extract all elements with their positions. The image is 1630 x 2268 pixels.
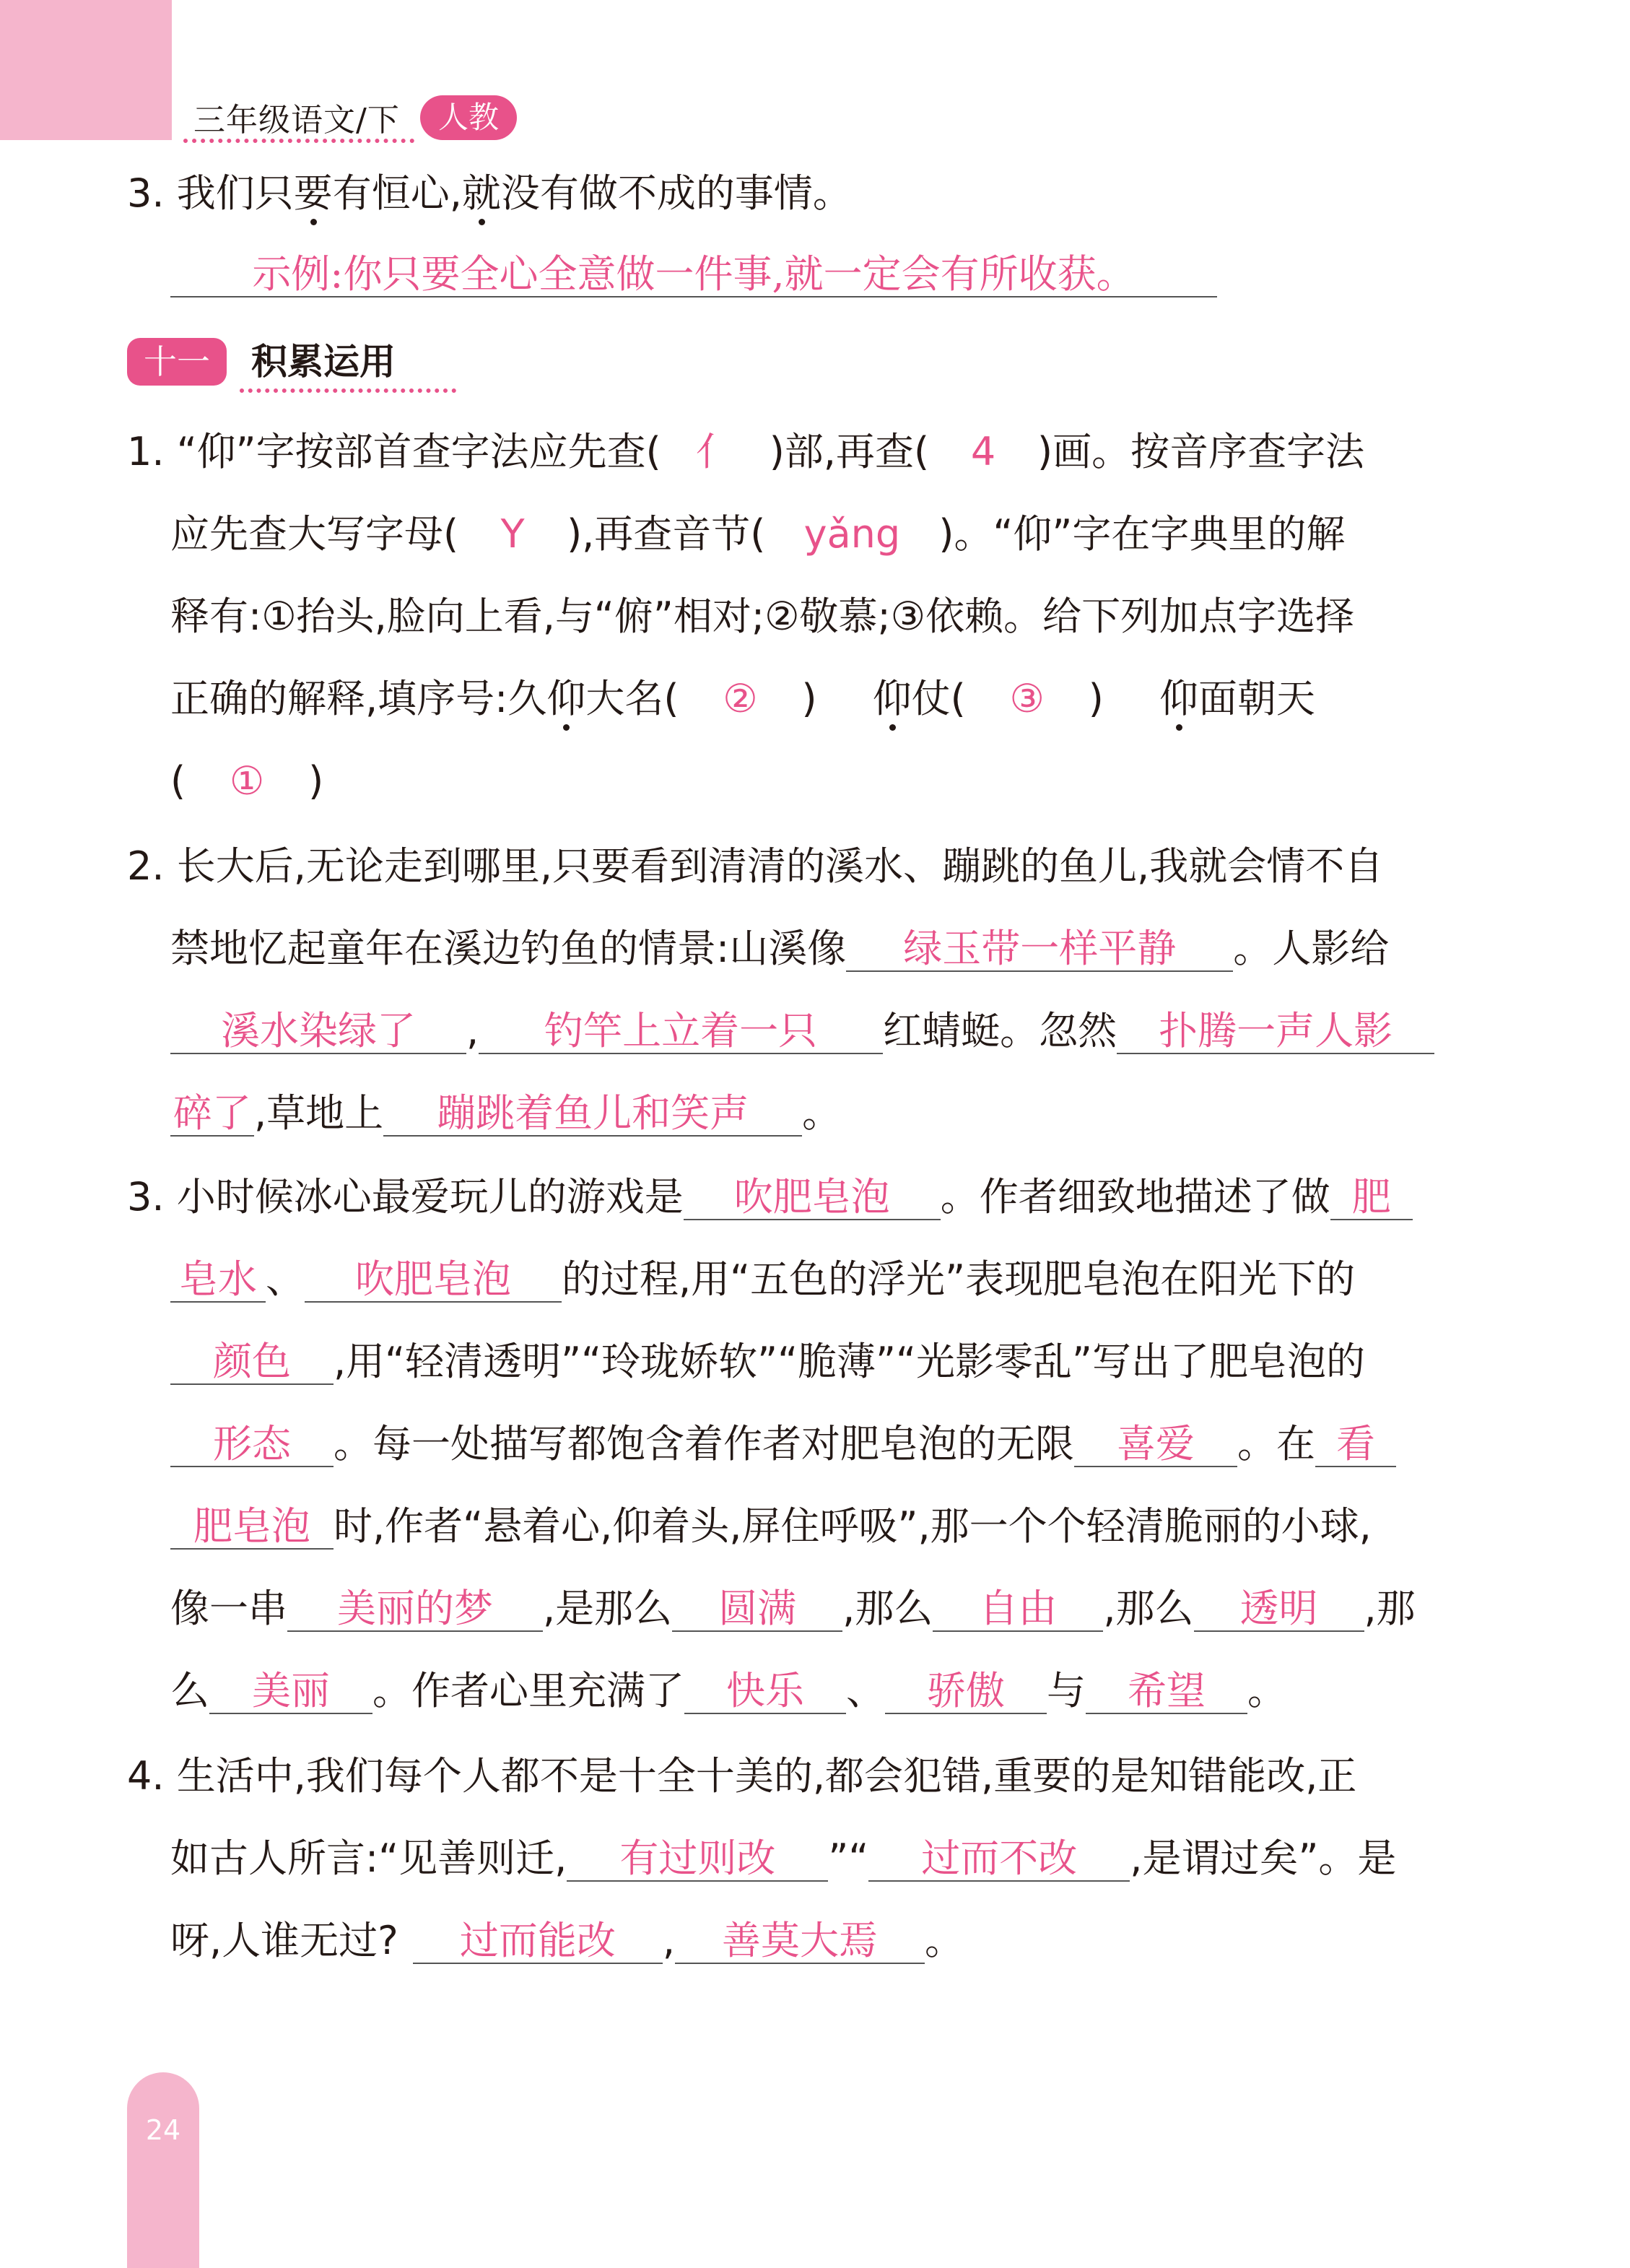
answer-blank[interactable] bbox=[1330, 1168, 1413, 1226]
answer-blank[interactable] bbox=[675, 1912, 925, 1970]
section-dotted-underline bbox=[240, 388, 456, 393]
page-number-tab bbox=[127, 2072, 199, 2268]
answer-blank[interactable] bbox=[1194, 1580, 1364, 1638]
text: 长大后,无论走到哪里,只要看到清清的溪水、蹦跳的鱼儿,我就会情不自 bbox=[176, 843, 1384, 889]
answer-text: 美丽的梦 bbox=[337, 1586, 493, 1631]
text: ) bbox=[308, 758, 324, 804]
answer-text: 示例:你只要全心全意做一件事,就一定会有所收获。 bbox=[252, 251, 1136, 297]
q1-line-4 bbox=[170, 670, 1315, 728]
answer-text: 过而能改 bbox=[459, 1918, 616, 1963]
text: ) bbox=[801, 676, 817, 721]
answer-text: 喜爱 bbox=[1117, 1421, 1195, 1467]
answer-text: 肥 bbox=[1351, 1174, 1391, 1220]
text: ,草地上 bbox=[254, 1090, 384, 1136]
page-number: 24 bbox=[145, 2114, 181, 2146]
answer-blank[interactable] bbox=[170, 1498, 334, 1555]
text: 正确的解释,填序号:久 bbox=[170, 676, 547, 721]
text: 。作者细致地描述了做 bbox=[940, 1174, 1330, 1220]
text: 、 bbox=[846, 1668, 885, 1713]
corner-tab bbox=[0, 0, 172, 140]
answer-text: 希望 bbox=[1128, 1668, 1206, 1713]
text: 小时候冰心最爱玩儿的游戏是 bbox=[176, 1174, 684, 1220]
publisher-badge: 人教 bbox=[420, 95, 517, 140]
dotted-char: 仰 bbox=[873, 670, 912, 728]
answer-blank[interactable] bbox=[684, 1168, 941, 1226]
answer-blank[interactable] bbox=[684, 1662, 846, 1720]
question-number: 1. bbox=[127, 429, 165, 474]
answer-text: 溪水染绿了 bbox=[221, 1008, 416, 1053]
answer-text: 扑腾一声人影 bbox=[1159, 1008, 1393, 1053]
text: 。 bbox=[802, 1090, 842, 1136]
answer-blank[interactable] bbox=[1086, 1662, 1247, 1720]
answer-blank[interactable] bbox=[170, 1085, 254, 1142]
text: ),再查音节( bbox=[567, 511, 766, 557]
text: “仰”字按部首查字法应先查( bbox=[176, 429, 661, 474]
text: 。 bbox=[925, 1918, 964, 1963]
answer-text: 碎了 bbox=[173, 1090, 251, 1136]
answer-text: 钓竿上立着一只 bbox=[544, 1008, 818, 1053]
answer-text: yǎng bbox=[803, 511, 901, 557]
text: 。 bbox=[1247, 1668, 1286, 1713]
dotted-char: 仰 bbox=[1159, 670, 1198, 728]
dotted-char: 就 bbox=[462, 165, 501, 222]
q1-line-1 bbox=[127, 423, 1364, 481]
q2-line-3 bbox=[170, 1002, 1434, 1060]
section-number-badge: 十一 bbox=[127, 338, 227, 386]
question-number: 3. bbox=[127, 170, 165, 216]
q2-line-1 bbox=[127, 838, 1383, 895]
text: 红蜻蜓。忽然 bbox=[883, 1008, 1117, 1053]
q1-line-5 bbox=[170, 752, 323, 810]
answer-text: 亻 bbox=[695, 429, 735, 474]
text: ( bbox=[170, 758, 186, 804]
answer-blank[interactable] bbox=[1117, 1002, 1434, 1060]
answer-text: 看 bbox=[1336, 1421, 1375, 1467]
text: )画。按音序查字法 bbox=[1037, 429, 1365, 474]
q3-line-7 bbox=[170, 1662, 1286, 1720]
text: 面朝天 bbox=[1198, 676, 1316, 721]
dotted-char: 仰 bbox=[546, 670, 585, 728]
answer-text: 有过则改 bbox=[619, 1835, 776, 1881]
answer-text: Y bbox=[500, 511, 525, 557]
answer-blank[interactable] bbox=[170, 1415, 334, 1473]
text: 、 bbox=[266, 1256, 305, 1302]
answer-text: 过而不改 bbox=[921, 1835, 1078, 1881]
answer-blank[interactable] bbox=[672, 1580, 842, 1638]
dotted-char: 要 bbox=[294, 165, 333, 222]
answer-text: 吹肥皂泡 bbox=[733, 1174, 890, 1220]
q1-line-3: 释有:①抬头,脸向上看,与“俯”相对;②敬慕;③依赖。给下列加点字选择 bbox=[170, 594, 1355, 639]
answer-blank[interactable] bbox=[170, 1251, 266, 1308]
question-number: 4. bbox=[127, 1753, 165, 1799]
answer-blank[interactable] bbox=[383, 1085, 802, 1142]
text: )部,再查( bbox=[769, 429, 930, 474]
text: ) bbox=[1088, 676, 1104, 721]
text: 的过程,用“五色的浮光”表现肥皂泡在阳光下的 bbox=[562, 1256, 1356, 1302]
answer-text: 吹肥皂泡 bbox=[355, 1256, 511, 1302]
q2-line-2 bbox=[170, 920, 1389, 978]
q4-line-2 bbox=[170, 1830, 1396, 1887]
text: ,是那么 bbox=[543, 1586, 673, 1631]
header-dotted-underline bbox=[183, 139, 414, 143]
text: 。人影给 bbox=[1233, 926, 1390, 971]
text: 。每一处描写都饱含着作者对肥皂泡的无限 bbox=[334, 1421, 1074, 1467]
q4-line-1 bbox=[127, 1747, 1356, 1805]
q3-line-3 bbox=[170, 1333, 1365, 1391]
text: 大名( bbox=[585, 676, 679, 721]
answer-text: ③ bbox=[1009, 676, 1045, 721]
section-title: 积累运用 bbox=[251, 341, 396, 383]
answer-text: 自由 bbox=[979, 1586, 1058, 1631]
text: 没有做不成的事情。 bbox=[500, 170, 852, 216]
prev-q3-answer-line bbox=[170, 246, 1217, 303]
answer-text: 透明 bbox=[1239, 1586, 1318, 1631]
answer-text: 形态 bbox=[213, 1421, 291, 1467]
question-number: 3. bbox=[127, 1174, 165, 1220]
answer-text: 美丽 bbox=[252, 1668, 330, 1713]
text: ,那么 bbox=[1103, 1586, 1194, 1631]
answer-blank[interactable] bbox=[933, 1580, 1103, 1638]
question-number: 2. bbox=[127, 843, 165, 889]
text: ,用“轻清透明”“玲珑娇软”“脆薄”“光影零乱”写出了肥皂泡的 bbox=[334, 1339, 1365, 1384]
text: 禁地忆起童年在溪边钓鱼的情景:山溪像 bbox=[170, 926, 847, 971]
text: 时,作者“悬着心,仰着头,屏住呼吸”,那一个个轻清脆丽的小球, bbox=[334, 1503, 1372, 1549]
text: 生活中,我们每个人都不是十全十美的,都会犯错,重要的是知错能改,正 bbox=[176, 1753, 1357, 1799]
answer-blank[interactable] bbox=[868, 1830, 1130, 1887]
text: 像一串 bbox=[170, 1586, 287, 1631]
answer-blank[interactable] bbox=[413, 1912, 663, 1970]
text: 与 bbox=[1047, 1668, 1086, 1713]
answer-text: 圆满 bbox=[718, 1586, 797, 1631]
text: ,那么 bbox=[842, 1586, 933, 1631]
text: 仗( bbox=[911, 676, 966, 721]
q3-line-4 bbox=[170, 1415, 1396, 1473]
text: ,是谓过矣”。是 bbox=[1130, 1835, 1397, 1881]
header-title: 三年级语文/下 bbox=[193, 102, 400, 139]
text: ,那 bbox=[1364, 1586, 1416, 1631]
text: , bbox=[466, 1008, 479, 1053]
answer-blank[interactable] bbox=[567, 1830, 828, 1887]
answer-text: 快乐 bbox=[726, 1668, 804, 1713]
answer-blank[interactable] bbox=[170, 246, 1217, 303]
text: 么 bbox=[170, 1668, 209, 1713]
q3-line-1 bbox=[127, 1168, 1413, 1226]
answer-blank[interactable] bbox=[479, 1002, 883, 1060]
answer-text: ② bbox=[723, 676, 758, 721]
text: 。在 bbox=[1237, 1421, 1315, 1467]
text: 我们只 bbox=[176, 170, 294, 216]
answer-blank[interactable] bbox=[170, 1333, 334, 1391]
answer-blank[interactable] bbox=[885, 1662, 1047, 1720]
answer-blank[interactable] bbox=[1315, 1415, 1396, 1473]
prev-q3-line bbox=[127, 165, 852, 222]
answer-text: 皂水 bbox=[179, 1256, 257, 1302]
q4-line-3 bbox=[170, 1912, 964, 1970]
q2-line-4 bbox=[170, 1085, 841, 1142]
q1-line-2 bbox=[170, 505, 1345, 563]
text: 如古人所言:“见善则迁, bbox=[170, 1835, 567, 1881]
answer-blank[interactable] bbox=[209, 1662, 372, 1720]
text: )。“仰”字在字典里的解 bbox=[938, 511, 1346, 557]
answer-text: 4 bbox=[970, 429, 996, 474]
answer-text: ① bbox=[229, 758, 265, 804]
answer-text: 肥皂泡 bbox=[193, 1503, 310, 1549]
answer-text: 颜色 bbox=[213, 1339, 291, 1384]
answer-blank[interactable] bbox=[1074, 1415, 1237, 1473]
q3-line-6 bbox=[170, 1580, 1416, 1638]
answer-blank[interactable] bbox=[170, 1002, 466, 1060]
text: , bbox=[662, 1918, 675, 1963]
text: 应先查大写字母( bbox=[170, 511, 459, 557]
text: 。作者心里充满了 bbox=[372, 1668, 684, 1713]
answer-blank[interactable] bbox=[846, 920, 1233, 978]
answer-text: 绿玉带一样平静 bbox=[903, 926, 1177, 971]
q3-line-2 bbox=[170, 1251, 1355, 1308]
answer-text: 蹦跳着鱼儿和笑声 bbox=[437, 1090, 749, 1136]
answer-blank[interactable] bbox=[287, 1580, 543, 1638]
q3-line-5 bbox=[170, 1498, 1372, 1555]
answer-blank[interactable] bbox=[305, 1251, 562, 1308]
text: ”“ bbox=[828, 1835, 869, 1881]
answer-text: 骄傲 bbox=[927, 1668, 1005, 1713]
text: 有恒心, bbox=[332, 170, 462, 216]
answer-text: 善莫大焉 bbox=[722, 1918, 878, 1963]
text: 呀,人谁无过? bbox=[170, 1918, 398, 1963]
